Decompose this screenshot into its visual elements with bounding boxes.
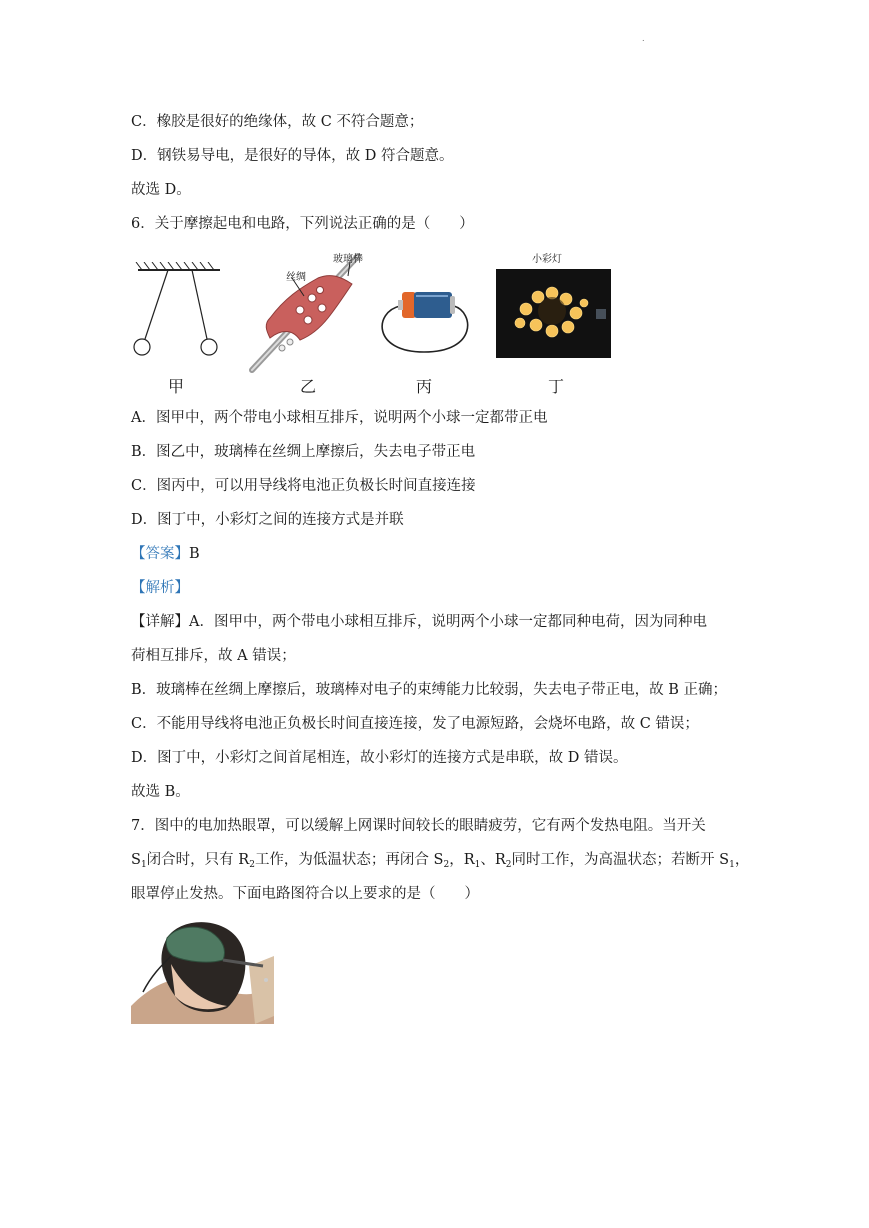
- caption-jia: 甲: [168, 377, 185, 396]
- detail-line-3: B．玻璃棒在丝绸上摩擦后，玻璃棒对电子的束缚能力比较弱，失去电子带正电，故 B 正确；: [131, 682, 728, 698]
- analysis-tag: 【解析】: [131, 580, 189, 596]
- detail-line-5: D．图丁中，小彩灯之间首尾相连，故小彩灯的连接方式是串联，故 D 错误。: [131, 750, 628, 766]
- question-7-line-2: $S_1$闭合时，只有 $R_2$工作，为低温状态；再闭合 $S_2$，$R_1$、$R_2$同时工作，为高温状态；若断开 $S_1$，: [131, 852, 750, 870]
- label-silk: 丝绸: [286, 272, 306, 283]
- choose-b: 故选 B。: [131, 784, 190, 800]
- figure-bing-battery-wire: [374, 286, 480, 358]
- header-mark: .: [642, 34, 645, 43]
- option-6a: A．图甲中，两个带电小球相互排斥，说明两个小球一定都带正电: [131, 410, 548, 426]
- eye-mask-photo: [131, 916, 274, 1024]
- detail-line-1: 【详解】A．图甲中，两个带电小球相互排斥，说明两个小球一定都同种电荷，因为同种电: [131, 614, 707, 630]
- answer-tag: 【答案】: [131, 546, 189, 562]
- figure-jia-pith-balls: [130, 262, 230, 362]
- figure-ding-string-lights: [496, 269, 611, 358]
- option-d-explanation: D．钢铁易导电，是很好的导体，故 D 符合题意。: [131, 148, 454, 164]
- label-glass-rod: 玻璃棒: [333, 254, 363, 265]
- option-6d: D．图丁中，小彩灯之间的连接方式是并联: [131, 512, 404, 528]
- question-7-line-3: 眼罩停止发热。下面电路图符合以上要求的是（ ）: [131, 886, 479, 902]
- option-6c: C．图丙中，可以用导线将电池正负极长时间直接连接: [131, 478, 476, 494]
- option-c-explanation: C．橡胶是很好的绝缘体，故 C 不符合题意；: [131, 114, 424, 130]
- answer-line: [131, 544, 200, 564]
- detail-line-4: C．不能用导线将电池正负极长时间直接连接，发了电源短路，会烧坏电路，故 C 错误；: [131, 716, 699, 732]
- answer-value: B: [189, 546, 200, 562]
- choose-d: 故选 D。: [131, 182, 191, 198]
- question-7-line-1: 7．图中的电加热眼罩，可以缓解上网课时间较长的眼睛疲劳，它有两个发热电阻。当开关: [131, 818, 706, 834]
- caption-yi: 乙: [300, 377, 317, 396]
- detail-line-2: 荷相互排斥，故 A 错误；: [131, 648, 296, 664]
- question-6: 6．关于摩擦起电和电路，下列说法正确的是（ ）: [131, 216, 474, 232]
- label-small-lamp: 小彩灯: [532, 254, 562, 265]
- figure-yi-glass-rod-silk: [240, 248, 375, 376]
- caption-ding: 丁: [548, 377, 565, 396]
- caption-bing: 丙: [416, 377, 433, 396]
- option-6b: B．图乙中，玻璃棒在丝绸上摩擦后，失去电子带正电: [131, 444, 476, 460]
